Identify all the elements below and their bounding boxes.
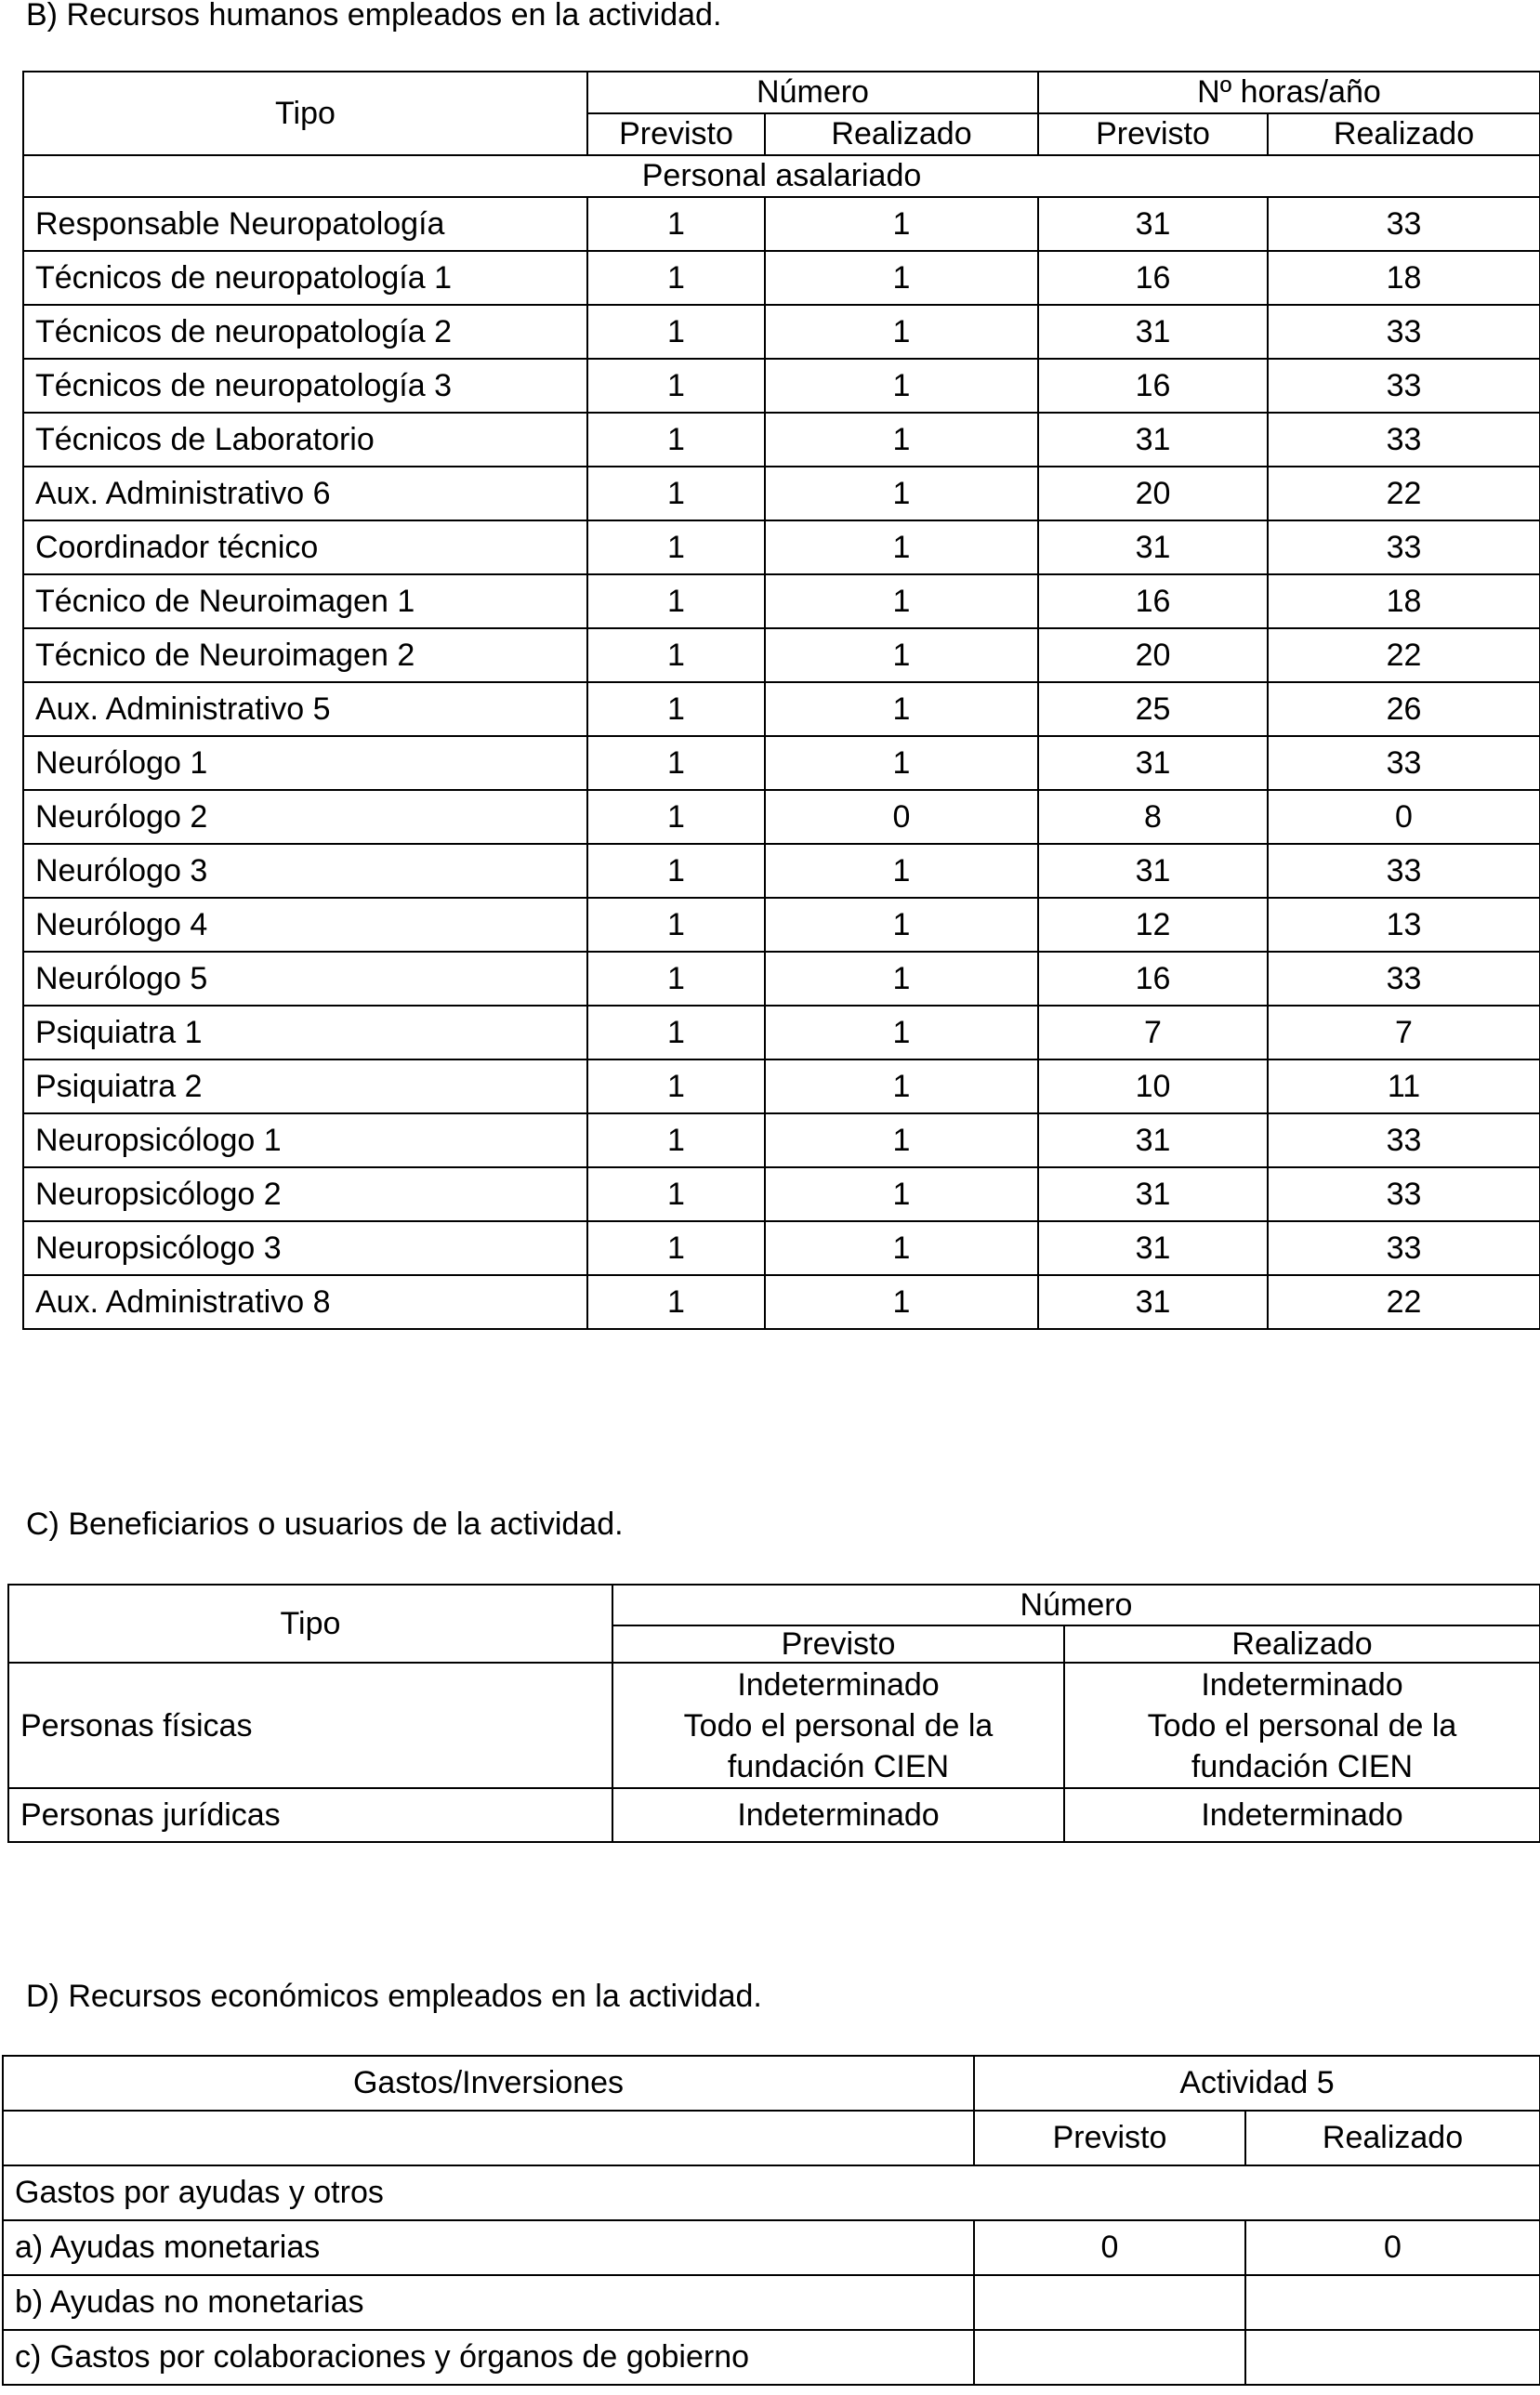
cell-horas-previsto: 12 bbox=[1038, 898, 1268, 952]
cell-horas-realizado: 18 bbox=[1268, 251, 1540, 305]
d-header-realizado: Realizado bbox=[1245, 2111, 1540, 2165]
c-cell-tipo: Personas jurídicas bbox=[8, 1788, 612, 1842]
cell-horas-previsto: 31 bbox=[1038, 1113, 1268, 1167]
table-row bbox=[23, 413, 1540, 467]
header-numero: Número bbox=[587, 72, 1038, 113]
cell-num-realizado: 1 bbox=[765, 1059, 1038, 1113]
cell-tipo: Neurólogo 2 bbox=[23, 790, 587, 844]
d-header-row-2 bbox=[3, 2111, 1540, 2165]
table-row bbox=[23, 628, 1540, 682]
economic-resources-table bbox=[2, 2055, 1540, 2386]
cell-horas-realizado: 33 bbox=[1268, 520, 1540, 574]
table-row bbox=[23, 898, 1540, 952]
table-row bbox=[23, 197, 1540, 251]
cell-horas-previsto: 31 bbox=[1038, 1275, 1268, 1329]
cell-horas-realizado: 33 bbox=[1268, 1167, 1540, 1221]
cell-tipo: Neuropsicólogo 3 bbox=[23, 1221, 587, 1275]
cell-tipo: Responsable Neuropatología bbox=[23, 197, 587, 251]
cell-num-realizado: 1 bbox=[765, 467, 1038, 520]
table-row bbox=[23, 574, 1540, 628]
d-header-row-1 bbox=[3, 2056, 1540, 2111]
cell-num-previsto: 1 bbox=[587, 736, 765, 790]
cell-tipo: Técnico de Neuroimagen 2 bbox=[23, 628, 587, 682]
cell-num-realizado: 1 bbox=[765, 1006, 1038, 1059]
cell-num-previsto: 1 bbox=[587, 1221, 765, 1275]
table-row bbox=[23, 467, 1540, 520]
table-row bbox=[23, 682, 1540, 736]
table-row bbox=[23, 736, 1540, 790]
table-row bbox=[23, 251, 1540, 305]
d-cell-realizado: 0 bbox=[1245, 2220, 1540, 2275]
table-row bbox=[23, 844, 1540, 898]
cell-horas-realizado: 33 bbox=[1268, 1221, 1540, 1275]
cell-num-realizado: 1 bbox=[765, 628, 1038, 682]
c-line: Indeterminado bbox=[737, 1666, 940, 1703]
d-header-empty bbox=[3, 2111, 974, 2165]
cell-horas-previsto: 20 bbox=[1038, 628, 1268, 682]
cell-horas-previsto: 31 bbox=[1038, 197, 1268, 251]
d-group-gastos-ayudas: Gastos por ayudas y otros bbox=[3, 2165, 1540, 2220]
cell-tipo: Técnicos de neuropatología 1 bbox=[23, 251, 587, 305]
group-row bbox=[23, 155, 1540, 197]
table-row bbox=[3, 2330, 1540, 2385]
cell-horas-previsto: 10 bbox=[1038, 1059, 1268, 1113]
table-row bbox=[23, 790, 1540, 844]
header-row-1 bbox=[23, 72, 1540, 113]
d-header-gastos: Gastos/Inversiones bbox=[3, 2056, 974, 2111]
human-resources-table bbox=[22, 71, 1540, 1330]
cell-num-realizado: 1 bbox=[765, 413, 1038, 467]
cell-horas-realizado: 33 bbox=[1268, 844, 1540, 898]
cell-num-realizado: 1 bbox=[765, 844, 1038, 898]
c-header-row-1 bbox=[8, 1585, 1540, 1625]
c-row-personas-juridicas bbox=[8, 1788, 1540, 1842]
cell-horas-realizado: 33 bbox=[1268, 1113, 1540, 1167]
cell-tipo: Técnicos de neuropatología 3 bbox=[23, 359, 587, 413]
cell-horas-previsto: 25 bbox=[1038, 682, 1268, 736]
cell-num-previsto: 1 bbox=[587, 467, 765, 520]
cell-num-previsto: 1 bbox=[587, 413, 765, 467]
beneficiaries-table bbox=[7, 1584, 1540, 1843]
c-cell-previsto: Indeterminado bbox=[612, 1788, 1064, 1842]
cell-horas-previsto: 31 bbox=[1038, 1167, 1268, 1221]
cell-num-realizado: 1 bbox=[765, 952, 1038, 1006]
cell-num-realizado: 1 bbox=[765, 1167, 1038, 1221]
cell-num-realizado: 0 bbox=[765, 790, 1038, 844]
cell-horas-realizado: 33 bbox=[1268, 952, 1540, 1006]
cell-num-previsto: 1 bbox=[587, 952, 765, 1006]
cell-num-realizado: 1 bbox=[765, 736, 1038, 790]
cell-tipo: Técnicos de Laboratorio bbox=[23, 413, 587, 467]
cell-num-previsto: 1 bbox=[587, 1167, 765, 1221]
cell-num-previsto: 1 bbox=[587, 1006, 765, 1059]
c-cell-realizado bbox=[1064, 1663, 1540, 1788]
section-c-title: C) Beneficiarios o usuarios de la actividad. bbox=[26, 1507, 624, 1542]
table-row bbox=[23, 359, 1540, 413]
cell-num-previsto: 1 bbox=[587, 197, 765, 251]
header-num-previsto: Previsto bbox=[587, 113, 765, 155]
table-row bbox=[3, 2220, 1540, 2275]
cell-tipo: Neurólogo 5 bbox=[23, 952, 587, 1006]
cell-tipo: Coordinador técnico bbox=[23, 520, 587, 574]
d-cell-previsto: 0 bbox=[974, 2220, 1245, 2275]
cell-horas-realizado: 22 bbox=[1268, 467, 1540, 520]
cell-horas-realizado: 33 bbox=[1268, 413, 1540, 467]
cell-num-realizado: 1 bbox=[765, 251, 1038, 305]
cell-tipo: Neuropsicólogo 1 bbox=[23, 1113, 587, 1167]
cell-tipo: Neurólogo 4 bbox=[23, 898, 587, 952]
d-header-previsto: Previsto bbox=[974, 2111, 1245, 2165]
c-line: Todo el personal de la bbox=[1147, 1707, 1457, 1744]
c-line: Indeterminado bbox=[1201, 1666, 1403, 1703]
cell-horas-previsto: 16 bbox=[1038, 251, 1268, 305]
cell-num-realizado: 1 bbox=[765, 197, 1038, 251]
cell-tipo: Técnicos de neuropatología 2 bbox=[23, 305, 587, 359]
cell-num-realizado: 1 bbox=[765, 1113, 1038, 1167]
cell-horas-previsto: 8 bbox=[1038, 790, 1268, 844]
section-d-title: D) Recursos económicos empleados en la actividad. bbox=[26, 1979, 762, 2014]
c-header-previsto: Previsto bbox=[612, 1625, 1064, 1663]
cell-tipo: Neurólogo 3 bbox=[23, 844, 587, 898]
cell-horas-previsto: 16 bbox=[1038, 574, 1268, 628]
cell-tipo: Aux. Administrativo 8 bbox=[23, 1275, 587, 1329]
c-header-realizado: Realizado bbox=[1064, 1625, 1540, 1663]
d-cell-label: c) Gastos por colaboraciones y órganos de gobierno bbox=[3, 2330, 974, 2385]
cell-horas-realizado: 33 bbox=[1268, 197, 1540, 251]
cell-horas-previsto: 31 bbox=[1038, 736, 1268, 790]
c-header-tipo: Tipo bbox=[8, 1585, 612, 1663]
cell-horas-previsto: 31 bbox=[1038, 305, 1268, 359]
d-header-actividad: Actividad 5 bbox=[974, 2056, 1540, 2111]
cell-num-previsto: 1 bbox=[587, 790, 765, 844]
d-cell-label: a) Ayudas monetarias bbox=[3, 2220, 974, 2275]
cell-num-previsto: 1 bbox=[587, 844, 765, 898]
cell-tipo: Neurólogo 1 bbox=[23, 736, 587, 790]
cell-num-previsto: 1 bbox=[587, 574, 765, 628]
table-row bbox=[23, 952, 1540, 1006]
cell-horas-realizado: 7 bbox=[1268, 1006, 1540, 1059]
cell-horas-previsto: 20 bbox=[1038, 467, 1268, 520]
d-cell-previsto bbox=[974, 2330, 1245, 2385]
group-personal-asalariado: Personal asalariado bbox=[23, 155, 1540, 197]
cell-horas-previsto: 31 bbox=[1038, 520, 1268, 574]
cell-num-previsto: 1 bbox=[587, 1113, 765, 1167]
d-cell-previsto bbox=[974, 2275, 1245, 2330]
cell-num-previsto: 1 bbox=[587, 1059, 765, 1113]
table-row bbox=[23, 1167, 1540, 1221]
c-line: fundación CIEN bbox=[727, 1748, 950, 1784]
cell-num-previsto: 1 bbox=[587, 898, 765, 952]
cell-num-realizado: 1 bbox=[765, 1221, 1038, 1275]
section-b-title: B) Recursos humanos empleados en la actividad. bbox=[26, 0, 722, 33]
cell-horas-realizado: 22 bbox=[1268, 1275, 1540, 1329]
cell-horas-previsto: 31 bbox=[1038, 1221, 1268, 1275]
cell-num-previsto: 1 bbox=[587, 305, 765, 359]
d-cell-realizado bbox=[1245, 2275, 1540, 2330]
header-tipo: Tipo bbox=[23, 72, 587, 155]
table-row bbox=[23, 520, 1540, 574]
header-horas-previsto: Previsto bbox=[1038, 113, 1268, 155]
cell-horas-realizado: 33 bbox=[1268, 305, 1540, 359]
cell-horas-realizado: 33 bbox=[1268, 736, 1540, 790]
cell-tipo: Aux. Administrativo 6 bbox=[23, 467, 587, 520]
cell-horas-previsto: 16 bbox=[1038, 952, 1268, 1006]
cell-tipo: Técnico de Neuroimagen 1 bbox=[23, 574, 587, 628]
cell-num-realizado: 1 bbox=[765, 520, 1038, 574]
cell-num-previsto: 1 bbox=[587, 682, 765, 736]
c-line: Todo el personal de la bbox=[683, 1707, 994, 1744]
c-row-personas-fisicas bbox=[8, 1663, 1540, 1788]
cell-num-realizado: 1 bbox=[765, 574, 1038, 628]
table-row bbox=[23, 1059, 1540, 1113]
header-num-realizado: Realizado bbox=[765, 113, 1038, 155]
cell-horas-previsto: 31 bbox=[1038, 413, 1268, 467]
table-row bbox=[23, 1113, 1540, 1167]
table-row bbox=[23, 1275, 1540, 1329]
d-cell-label: b) Ayudas no monetarias bbox=[3, 2275, 974, 2330]
cell-num-realizado: 1 bbox=[765, 305, 1038, 359]
cell-num-realizado: 1 bbox=[765, 682, 1038, 736]
table-row bbox=[23, 1006, 1540, 1059]
cell-num-previsto: 1 bbox=[587, 628, 765, 682]
cell-horas-realizado: 22 bbox=[1268, 628, 1540, 682]
table-row bbox=[23, 305, 1540, 359]
cell-num-previsto: 1 bbox=[587, 251, 765, 305]
d-cell-realizado bbox=[1245, 2330, 1540, 2385]
cell-num-realizado: 1 bbox=[765, 898, 1038, 952]
cell-num-previsto: 1 bbox=[587, 520, 765, 574]
header-horas: Nº horas/año bbox=[1038, 72, 1540, 113]
header-horas-realizado: Realizado bbox=[1268, 113, 1540, 155]
cell-tipo: Aux. Administrativo 5 bbox=[23, 682, 587, 736]
cell-horas-previsto: 7 bbox=[1038, 1006, 1268, 1059]
cell-horas-realizado: 33 bbox=[1268, 359, 1540, 413]
cell-num-realizado: 1 bbox=[765, 1275, 1038, 1329]
c-cell-previsto bbox=[612, 1663, 1064, 1788]
cell-num-realizado: 1 bbox=[765, 359, 1038, 413]
c-header-numero: Número bbox=[612, 1585, 1540, 1625]
cell-num-previsto: 1 bbox=[587, 1275, 765, 1329]
cell-horas-realizado: 11 bbox=[1268, 1059, 1540, 1113]
cell-horas-previsto: 16 bbox=[1038, 359, 1268, 413]
cell-horas-realizado: 13 bbox=[1268, 898, 1540, 952]
cell-num-previsto: 1 bbox=[587, 359, 765, 413]
cell-horas-realizado: 0 bbox=[1268, 790, 1540, 844]
cell-tipo: Psiquiatra 2 bbox=[23, 1059, 587, 1113]
cell-horas-previsto: 31 bbox=[1038, 844, 1268, 898]
c-cell-realizado: Indeterminado bbox=[1064, 1788, 1540, 1842]
table-row bbox=[23, 1221, 1540, 1275]
cell-tipo: Psiquiatra 1 bbox=[23, 1006, 587, 1059]
c-cell-tipo: Personas físicas bbox=[8, 1663, 612, 1788]
c-line: fundación CIEN bbox=[1191, 1748, 1414, 1784]
cell-horas-realizado: 18 bbox=[1268, 574, 1540, 628]
cell-horas-realizado: 26 bbox=[1268, 682, 1540, 736]
d-group-row bbox=[3, 2165, 1540, 2220]
table-row bbox=[3, 2275, 1540, 2330]
cell-tipo: Neuropsicólogo 2 bbox=[23, 1167, 587, 1221]
